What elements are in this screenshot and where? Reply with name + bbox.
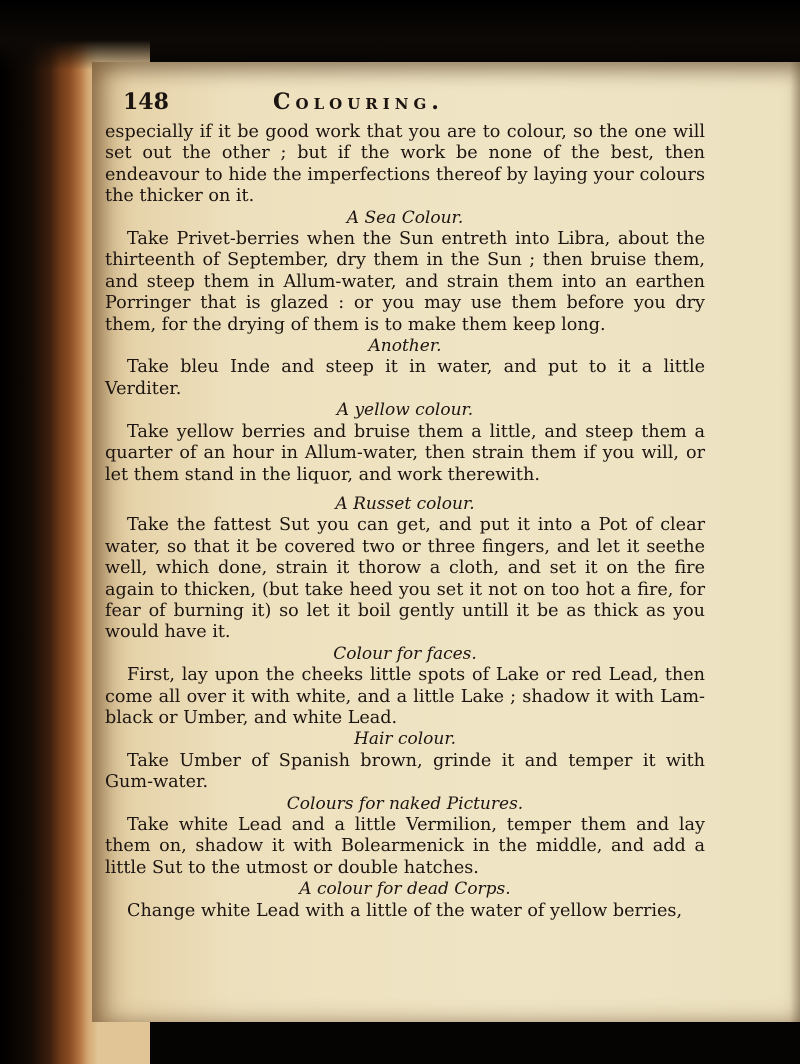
section-body-sea-colour: Take Privet-berries when the Sun entreth into Libra, about the thirteenth of September, dry them in the Sun ; then bruise them, and steep them in Allum-water, and strain them into an earthen Porringer that is glazed : or you may use them before you dry them, for the drying of them is to make them keep long. xyxy=(105,229,705,335)
intro-paragraph: especially if it be good work that you are to colour, so the one will set out the other ; but if the work be none of the best, then endeavour to hide the imperfections thereof by laying your colours the thicker on it. xyxy=(105,122,705,207)
section-heading-yellow-colour: A yellow colour. xyxy=(336,400,474,421)
section-heading-colour-for-faces: Colour for faces. xyxy=(333,643,477,664)
section-heading-sea-colour: A Sea Colour. xyxy=(346,207,464,228)
section-body-colour-for-faces: First, lay upon the cheeks little spots of Lake or red Lead, then come all over it with white, and a little Lake ; shadow it with Lam-black or Umber, and white Lead. xyxy=(105,665,705,728)
page-edge xyxy=(790,62,800,1022)
section-body-dead-corps: Change white Lead with a little of the water of yellow berries, xyxy=(127,900,683,921)
section-heading-russet-colour: A Russet colour. xyxy=(335,493,475,514)
page-text xyxy=(105,89,705,922)
section-heading-naked-pictures: Colours for naked Pictures. xyxy=(286,793,524,814)
section-body-naked-pictures: Take white Lead and a little Vermilion, temper them and lay them on, shadow it with Bolearmenick in the middle, and add a little Sut to the utmost or double hatches. xyxy=(105,815,705,878)
running-head: Colouring. xyxy=(273,89,444,115)
section-heading-another: Another. xyxy=(368,336,442,357)
section-heading-hair-colour: Hair colour. xyxy=(354,729,456,750)
scan-shadow xyxy=(0,0,800,70)
section-body-hair-colour: Take Umber of Spanish brown, grinde it and temper it with Gum-water. xyxy=(105,750,705,793)
section-body-another: Take bleu Inde and steep it in water, and put to it a little Verditer. xyxy=(105,357,705,399)
section-body-russet-colour: Take the fattest Sut you can get, and put it into a Pot of clear water, so that it be covered two or three fingers, and let it seethe well, which done, strain it thorow a cloth, and set it on the fire again to thicken, (but take heed you set it not on too hot a fire, for fear of burning it) so let it boil gently untill it be as thick as you would have it. xyxy=(105,515,705,643)
page-number: 148 xyxy=(123,89,169,115)
section-heading-dead-corps: A colour for dead Corps. xyxy=(299,879,511,900)
section-body-yellow-colour: Take yellow berries and bruise them a little, and steep them a quarter of an hour in Allum-water, then strain them if you will, or let them stand in the liquor, and work therewith. xyxy=(105,421,705,485)
page-header xyxy=(123,89,705,120)
